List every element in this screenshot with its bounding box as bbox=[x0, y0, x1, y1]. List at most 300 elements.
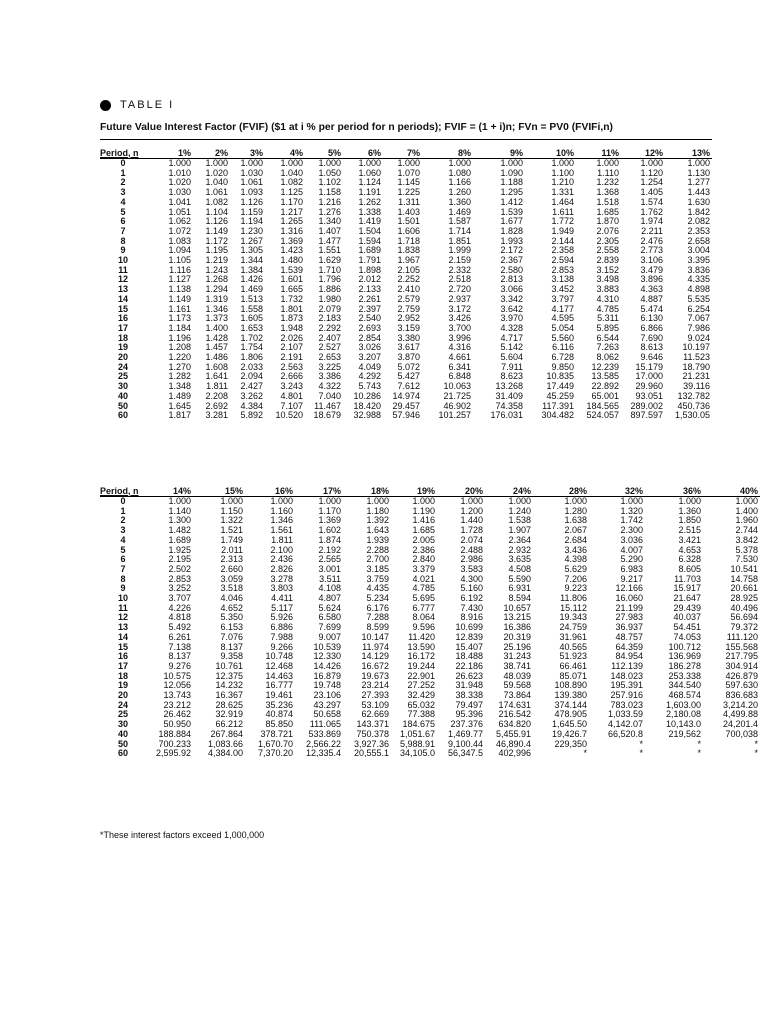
factor-cell: 5.054 bbox=[551, 322, 574, 333]
factor-cell: 1.718 bbox=[397, 235, 420, 246]
period-cell: 17 bbox=[117, 322, 128, 333]
factor-cell: 1.360 bbox=[678, 505, 701, 516]
factor-cell: 16.367 bbox=[215, 690, 243, 701]
period-cell: 15 bbox=[117, 641, 128, 652]
factor-cell: 450.736 bbox=[677, 400, 710, 411]
factor-cell: 1.130 bbox=[687, 167, 710, 178]
factor-cell: 4,499.88 bbox=[722, 709, 758, 720]
factor-cell: 1.949 bbox=[551, 225, 574, 236]
rate-column-header: 28% bbox=[533, 485, 589, 497]
factor-cell: 4.785 bbox=[412, 583, 435, 594]
factor-cell: 1.000 bbox=[551, 158, 574, 168]
factor-cell: 9.596 bbox=[412, 622, 435, 633]
factor-cell: 1,645.50 bbox=[551, 719, 587, 730]
factor-cell: 1.416 bbox=[412, 515, 435, 526]
factor-cell: 4.328 bbox=[500, 322, 523, 333]
factor-cell: 5.427 bbox=[397, 371, 420, 382]
period-cell: 5 bbox=[120, 544, 126, 555]
period-cell: 4 bbox=[120, 534, 126, 545]
factor-cell: 2.540 bbox=[358, 313, 381, 324]
factor-cell: 11.420 bbox=[408, 631, 435, 642]
factor-cell: 2.358 bbox=[551, 245, 574, 256]
factor-cell: 1.000 bbox=[270, 496, 293, 506]
factor-cell: 1.749 bbox=[220, 534, 243, 545]
factor-cell: 2.853 bbox=[551, 264, 574, 275]
factor-cell: 10,143.0 bbox=[665, 719, 701, 730]
factor-cell: 1.842 bbox=[687, 206, 710, 217]
factor-cell: 1.400 bbox=[735, 505, 758, 516]
factor-cell: 2.744 bbox=[735, 525, 758, 536]
factor-cell: 62.669 bbox=[361, 709, 389, 720]
factor-cell: 1.000 bbox=[500, 158, 523, 168]
factor-cell: 3.278 bbox=[270, 573, 293, 584]
fvif-table-high-rates bbox=[100, 485, 760, 759]
factor-cell: 84.954 bbox=[615, 651, 643, 662]
period-cell: 24 bbox=[117, 361, 128, 372]
rate-column-header: 2% bbox=[193, 147, 230, 159]
factor-cell: 4.300 bbox=[460, 573, 483, 584]
factor-cell: 5.234 bbox=[366, 593, 389, 604]
factor-cell: 2.653 bbox=[318, 352, 341, 363]
factor-cell: 7.699 bbox=[318, 622, 341, 633]
factor-cell: 700,038 bbox=[725, 728, 758, 739]
factor-cell: 1.277 bbox=[687, 177, 710, 188]
factor-cell: 1.340 bbox=[318, 216, 341, 227]
factor-cell: 5.624 bbox=[318, 602, 341, 613]
factor-cell: 2.565 bbox=[318, 554, 341, 565]
factor-cell: 1.145 bbox=[397, 177, 420, 188]
factor-cell: 10.657 bbox=[503, 602, 531, 613]
factor-cell: 1.558 bbox=[240, 303, 263, 314]
factor-cell: 1.280 bbox=[564, 505, 587, 516]
factor-cell: 597.630 bbox=[725, 680, 758, 691]
factor-cell: 5.378 bbox=[735, 544, 758, 555]
period-cell: 19 bbox=[117, 342, 128, 353]
factor-cell: 148.023 bbox=[610, 670, 643, 681]
factor-cell: 12,335.4 bbox=[305, 748, 341, 759]
factor-cell: 6.866 bbox=[640, 322, 663, 333]
factor-cell: 4.807 bbox=[318, 593, 341, 604]
factor-cell: 57.946 bbox=[392, 410, 420, 421]
factor-cell: 1,603.00 bbox=[665, 699, 701, 710]
factor-cell: 1.270 bbox=[168, 361, 191, 372]
factor-cell: 217.795 bbox=[725, 651, 758, 662]
factor-cell: 1.090 bbox=[500, 167, 523, 178]
factor-cell: 2.986 bbox=[460, 554, 483, 565]
factor-cell: 1.140 bbox=[168, 505, 191, 516]
factor-cell: 7.067 bbox=[687, 313, 710, 324]
factor-cell: 1.423 bbox=[280, 245, 303, 256]
factor-cell: 2.813 bbox=[500, 274, 523, 285]
factor-cell: 13.268 bbox=[495, 381, 523, 392]
factor-cell: 1.319 bbox=[205, 293, 228, 304]
factor-cell: 1.369 bbox=[318, 515, 341, 526]
factor-cell: 85.071 bbox=[559, 670, 587, 681]
factor-cell: 1.405 bbox=[640, 187, 663, 198]
factor-cell: 13.585 bbox=[591, 371, 619, 382]
period-cell: 14 bbox=[117, 293, 128, 304]
factor-cell: 3.436 bbox=[564, 544, 587, 555]
factor-cell: 19.673 bbox=[361, 670, 389, 681]
factor-cell: 1.060 bbox=[358, 167, 381, 178]
factor-cell: 8.599 bbox=[366, 622, 389, 633]
factor-cell: 3.797 bbox=[551, 293, 574, 304]
factor-cell: 1.160 bbox=[270, 505, 293, 516]
period-cell: 9 bbox=[120, 245, 126, 256]
factor-cell: 1.050 bbox=[318, 167, 341, 178]
factor-cell: 32.919 bbox=[215, 709, 243, 720]
factor-cell: 1.629 bbox=[318, 255, 341, 266]
factor-cell: 1.041 bbox=[168, 196, 191, 207]
factor-cell: 1.124 bbox=[358, 177, 381, 188]
factor-cell: 54.451 bbox=[673, 622, 701, 633]
factor-cell: 14.974 bbox=[392, 390, 420, 401]
factor-cell: 1.811 bbox=[206, 381, 228, 392]
factor-cell: 1.925 bbox=[168, 544, 191, 555]
factor-cell: 21.231 bbox=[682, 371, 710, 382]
factor-cell: 195.391 bbox=[610, 680, 643, 691]
factor-cell: 1.305 bbox=[240, 245, 263, 256]
factor-cell: 10.063 bbox=[443, 381, 471, 392]
factor-cell: * bbox=[697, 748, 701, 759]
factor-cell: 1.742 bbox=[620, 515, 643, 526]
factor-cell: 1.172 bbox=[205, 235, 228, 246]
rate-column-header: 5% bbox=[305, 147, 343, 159]
period-cell: 6 bbox=[120, 554, 126, 565]
factor-cell: 468.574 bbox=[668, 690, 701, 701]
factor-cell: 1.316 bbox=[280, 225, 303, 236]
factor-cell: 1.149 bbox=[168, 293, 191, 304]
factor-cell: 12.330 bbox=[313, 651, 341, 662]
factor-cell: 2.840 bbox=[412, 554, 435, 565]
factor-cell: 10.748 bbox=[265, 651, 293, 662]
factor-cell: 1.217 bbox=[280, 206, 303, 217]
factor-cell: 12.839 bbox=[455, 631, 483, 642]
rate-column-header: 6% bbox=[343, 147, 383, 159]
period-cell: 0 bbox=[120, 158, 126, 168]
factor-cell: 46.902 bbox=[443, 400, 471, 411]
period-cell: 1 bbox=[120, 505, 126, 516]
factor-cell: 2.386 bbox=[412, 544, 435, 555]
factor-cell: 66.461 bbox=[559, 660, 587, 671]
factor-cell: 1.392 bbox=[366, 515, 389, 526]
factor-cell: 216.542 bbox=[498, 709, 531, 720]
factor-cell: 1.886 bbox=[318, 284, 341, 295]
factor-cell: 17.449 bbox=[546, 381, 574, 392]
factor-cell: 51.923 bbox=[559, 651, 587, 662]
factor-cell: 1.030 bbox=[168, 187, 191, 198]
factor-cell: 533.869 bbox=[308, 728, 341, 739]
factor-cell: 10.699 bbox=[455, 622, 483, 633]
factor-cell: 1.403 bbox=[397, 206, 420, 217]
factor-cell: 1.000 bbox=[318, 496, 341, 506]
rate-column-header: 14% bbox=[148, 485, 193, 497]
factor-cell: 18.790 bbox=[682, 361, 710, 372]
factor-cell: 74.358 bbox=[495, 400, 523, 411]
period-cell: 18 bbox=[117, 332, 128, 343]
factor-cell: 66.212 bbox=[215, 719, 243, 730]
factor-cell: 237.376 bbox=[450, 719, 483, 730]
factor-cell: 1.000 bbox=[240, 158, 263, 168]
factor-cell: 5.604 bbox=[500, 352, 523, 363]
factor-cell: 1.538 bbox=[508, 515, 531, 526]
rate-column-header: 40% bbox=[703, 485, 760, 497]
factor-cell: 28.925 bbox=[730, 593, 758, 604]
factor-cell: * bbox=[754, 748, 758, 759]
factor-cell: 3.281 bbox=[205, 410, 228, 421]
factor-cell: 2.367 bbox=[500, 255, 523, 266]
factor-cell: 9.276 bbox=[168, 660, 191, 671]
factor-cell: 1.195 bbox=[205, 245, 228, 256]
factor-cell: 1.267 bbox=[240, 235, 263, 246]
factor-cell: 9.646 bbox=[640, 352, 663, 363]
factor-cell: 7.986 bbox=[687, 322, 710, 333]
factor-cell: 1.638 bbox=[564, 515, 587, 526]
factor-cell: 1.440 bbox=[460, 515, 483, 526]
period-cell: 4 bbox=[120, 196, 126, 207]
factor-cell: * bbox=[639, 738, 643, 749]
factor-cell: 7.530 bbox=[735, 554, 758, 565]
period-cell: 10 bbox=[117, 255, 128, 266]
factor-cell: 7.107 bbox=[280, 400, 303, 411]
factor-cell: 31.243 bbox=[503, 651, 531, 662]
factor-cell: 1.518 bbox=[596, 196, 619, 207]
factor-cell: 1.762 bbox=[640, 206, 663, 217]
factor-cell: 1,530.05 bbox=[674, 410, 710, 421]
factor-cell: 1.262 bbox=[358, 196, 381, 207]
factor-cell: 1.407 bbox=[318, 225, 341, 236]
factor-cell: 1.561 bbox=[270, 525, 293, 536]
factor-cell: 20.661 bbox=[730, 583, 758, 594]
factor-cell: 3.207 bbox=[358, 352, 381, 363]
factor-cell: 1.732 bbox=[280, 293, 303, 304]
factor-cell: 8.594 bbox=[508, 593, 531, 604]
factor-cell: 7.263 bbox=[596, 342, 619, 353]
factor-cell: 184.675 bbox=[402, 719, 435, 730]
factor-cell: 1.194 bbox=[240, 216, 263, 227]
period-cell: 5 bbox=[120, 206, 126, 217]
factor-cell: 1.400 bbox=[205, 322, 228, 333]
factor-cell: 1.551 bbox=[318, 245, 341, 256]
factor-cell: 2.759 bbox=[397, 303, 420, 314]
factor-cell: 1.104 bbox=[205, 206, 228, 217]
factor-cell: 3.026 bbox=[358, 342, 381, 353]
factor-cell: 1.469 bbox=[448, 206, 471, 217]
period-cell: 20 bbox=[117, 352, 128, 363]
factor-cell: 2.079 bbox=[318, 303, 341, 314]
factor-cell: 6.886 bbox=[270, 622, 293, 633]
factor-cell: 1.791 bbox=[358, 255, 381, 266]
factor-cell: 1.477 bbox=[318, 235, 341, 246]
factor-cell: 1.240 bbox=[508, 505, 531, 516]
factor-cell: 1.426 bbox=[240, 274, 263, 285]
factor-cell: 22.892 bbox=[591, 381, 619, 392]
factor-cell: 56.694 bbox=[730, 612, 758, 623]
factor-cell: 3.262 bbox=[240, 390, 263, 401]
factor-cell: 344.540 bbox=[668, 680, 701, 691]
factor-cell: 26.623 bbox=[455, 670, 483, 681]
factor-cell: 15.917 bbox=[673, 583, 701, 594]
factor-cell: 2.773 bbox=[640, 245, 663, 256]
table-title: Future Value Interest Factor (FVIF) ($1 at i % per period for n periods); FVIF = (1 + i)n; FVn = PV0 (FVIFi,n) bbox=[100, 122, 613, 133]
factor-cell: 188.884 bbox=[158, 728, 191, 739]
factor-cell: 29.439 bbox=[673, 602, 701, 613]
factor-cell: 1.166 bbox=[448, 177, 471, 188]
factor-cell: 1,670.70 bbox=[257, 738, 293, 749]
factor-cell: 1.191 bbox=[358, 187, 381, 198]
factor-cell: 4.801 bbox=[280, 390, 303, 401]
period-cell: 1 bbox=[120, 167, 126, 178]
factor-cell: 2.353 bbox=[687, 225, 710, 236]
factor-cell: 1.368 bbox=[596, 187, 619, 198]
factor-cell: 136.969 bbox=[668, 651, 701, 662]
bullet-icon bbox=[100, 100, 111, 111]
period-cell: 50 bbox=[117, 738, 128, 749]
factor-cell: 1.587 bbox=[448, 216, 471, 227]
factor-cell: 7.430 bbox=[460, 602, 483, 613]
factor-cell: 16.672 bbox=[361, 660, 389, 671]
factor-cell: 304.482 bbox=[541, 410, 574, 421]
factor-cell: 79.372 bbox=[730, 622, 758, 633]
factor-cell: 6.130 bbox=[640, 313, 663, 324]
period-cell: 2 bbox=[120, 515, 126, 526]
factor-cell: 8.916 bbox=[460, 612, 483, 623]
factor-cell: 1.728 bbox=[460, 525, 483, 536]
factor-cell: 1.294 bbox=[205, 284, 228, 295]
factor-cell: 16.777 bbox=[265, 680, 293, 691]
factor-cell: 12.375 bbox=[215, 670, 243, 681]
factor-cell: 19.748 bbox=[313, 680, 341, 691]
factor-cell: 4.108 bbox=[318, 583, 341, 594]
factor-cell: 2.839 bbox=[596, 255, 619, 266]
factor-cell: 1.232 bbox=[596, 177, 619, 188]
factor-cell: 1.080 bbox=[448, 167, 471, 178]
factor-cell: 10.520 bbox=[275, 410, 303, 421]
factor-cell: 23.212 bbox=[163, 699, 191, 710]
factor-cell: 3,927.36 bbox=[353, 738, 389, 749]
factor-cell: 5.895 bbox=[596, 322, 619, 333]
factor-cell: 1.338 bbox=[358, 206, 381, 217]
factor-cell: 36.937 bbox=[615, 622, 643, 633]
factor-cell: 1.000 bbox=[168, 496, 191, 506]
factor-cell: 1.608 bbox=[205, 361, 228, 372]
factor-cell: 2.067 bbox=[564, 525, 587, 536]
factor-cell: 6.931 bbox=[508, 583, 531, 594]
factor-cell: 2.666 bbox=[280, 371, 303, 382]
factor-cell: 1.665 bbox=[280, 284, 303, 295]
factor-cell: 783.023 bbox=[610, 699, 643, 710]
factor-cell: 10.761 bbox=[215, 660, 243, 671]
factor-cell: 4.898 bbox=[687, 284, 710, 295]
factor-cell: 4.292 bbox=[358, 371, 381, 382]
factor-cell: 1.040 bbox=[205, 177, 228, 188]
factor-cell: 132.782 bbox=[677, 390, 710, 401]
factor-cell: 1.000 bbox=[508, 496, 531, 506]
factor-cell: 1.907 bbox=[508, 525, 531, 536]
factor-cell: 1.093 bbox=[240, 187, 263, 198]
factor-cell: 25.196 bbox=[503, 641, 531, 652]
rate-column-header: 18% bbox=[343, 485, 391, 497]
factor-cell: 1.210 bbox=[551, 177, 574, 188]
factor-cell: 2.252 bbox=[397, 274, 420, 285]
period-cell: 9 bbox=[120, 583, 126, 594]
factor-cell: 79.497 bbox=[455, 699, 483, 710]
factor-cell: 1.457 bbox=[205, 342, 228, 353]
period-cell: 18 bbox=[117, 670, 128, 681]
factor-cell: 3,214.20 bbox=[722, 699, 758, 710]
factor-cell: 14.426 bbox=[313, 660, 341, 671]
factor-cell: 4.335 bbox=[687, 274, 710, 285]
factor-cell: 5.892 bbox=[240, 410, 263, 421]
factor-cell: 2.211 bbox=[641, 225, 663, 236]
factor-cell: 3.883 bbox=[596, 284, 619, 295]
factor-cell: 3.159 bbox=[397, 322, 420, 333]
period-cell: 25 bbox=[117, 709, 128, 720]
header-row bbox=[100, 147, 712, 159]
factor-cell: 3.498 bbox=[596, 274, 619, 285]
period-cell: 20 bbox=[117, 690, 128, 701]
factor-cell: 1.817 bbox=[168, 410, 191, 421]
factor-cell: 2.515 bbox=[678, 525, 701, 536]
factor-cell: 1.000 bbox=[358, 158, 381, 168]
factor-cell: 1.993 bbox=[500, 235, 523, 246]
factor-cell: 1.772 bbox=[551, 216, 574, 227]
factor-cell: 1.116 bbox=[169, 264, 191, 275]
factor-cell: 1.443 bbox=[687, 187, 710, 198]
factor-cell: 1.254 bbox=[640, 177, 663, 188]
factor-cell: 59.568 bbox=[503, 680, 531, 691]
factor-cell: 1.873 bbox=[280, 313, 303, 324]
factor-cell: 1.265 bbox=[280, 216, 303, 227]
factor-cell: 3.059 bbox=[220, 573, 243, 584]
factor-cell: 65.001 bbox=[591, 390, 619, 401]
factor-cell: 1.419 bbox=[358, 216, 381, 227]
factor-cell: 2.658 bbox=[687, 235, 710, 246]
factor-cell: 6.116 bbox=[552, 342, 574, 353]
factor-cell: 1.710 bbox=[318, 264, 341, 275]
factor-cell: 2.195 bbox=[168, 554, 191, 565]
factor-cell: 48.757 bbox=[615, 631, 643, 642]
factor-cell: 1.030 bbox=[240, 167, 263, 178]
rate-column-header: 3% bbox=[230, 147, 265, 159]
factor-cell: 1.102 bbox=[318, 177, 341, 188]
factor-cell: 112.139 bbox=[611, 660, 643, 671]
factor-cell: 10.286 bbox=[353, 390, 381, 401]
period-cell: 25 bbox=[117, 371, 128, 382]
factor-cell: 1.320 bbox=[620, 505, 643, 516]
factor-cell: 257.916 bbox=[610, 690, 643, 701]
factor-cell: 3.066 bbox=[500, 284, 523, 295]
factor-cell: 1.000 bbox=[397, 158, 420, 168]
factor-cell: 3.380 bbox=[397, 332, 420, 343]
factor-cell: 21.199 bbox=[615, 602, 643, 613]
period-cell: 8 bbox=[120, 573, 126, 584]
factor-cell: 11.703 bbox=[674, 573, 701, 584]
factor-cell: 4,142.07 bbox=[607, 719, 643, 730]
factor-cell: 16.879 bbox=[313, 670, 341, 681]
factor-cell: 1.216 bbox=[318, 196, 341, 207]
factor-cell: 1.000 bbox=[168, 158, 191, 168]
factor-cell: 836.683 bbox=[725, 690, 758, 701]
rate-column-header: 7% bbox=[383, 147, 422, 159]
factor-cell: * bbox=[583, 748, 587, 759]
fvif-table-low-rates bbox=[100, 147, 712, 421]
factor-cell: 7.690 bbox=[640, 332, 663, 343]
factor-cell: 3.803 bbox=[270, 583, 293, 594]
factor-cell: 267.864 bbox=[210, 728, 243, 739]
factor-cell: 27.393 bbox=[361, 690, 389, 701]
factor-cell: 17.000 bbox=[635, 371, 663, 382]
